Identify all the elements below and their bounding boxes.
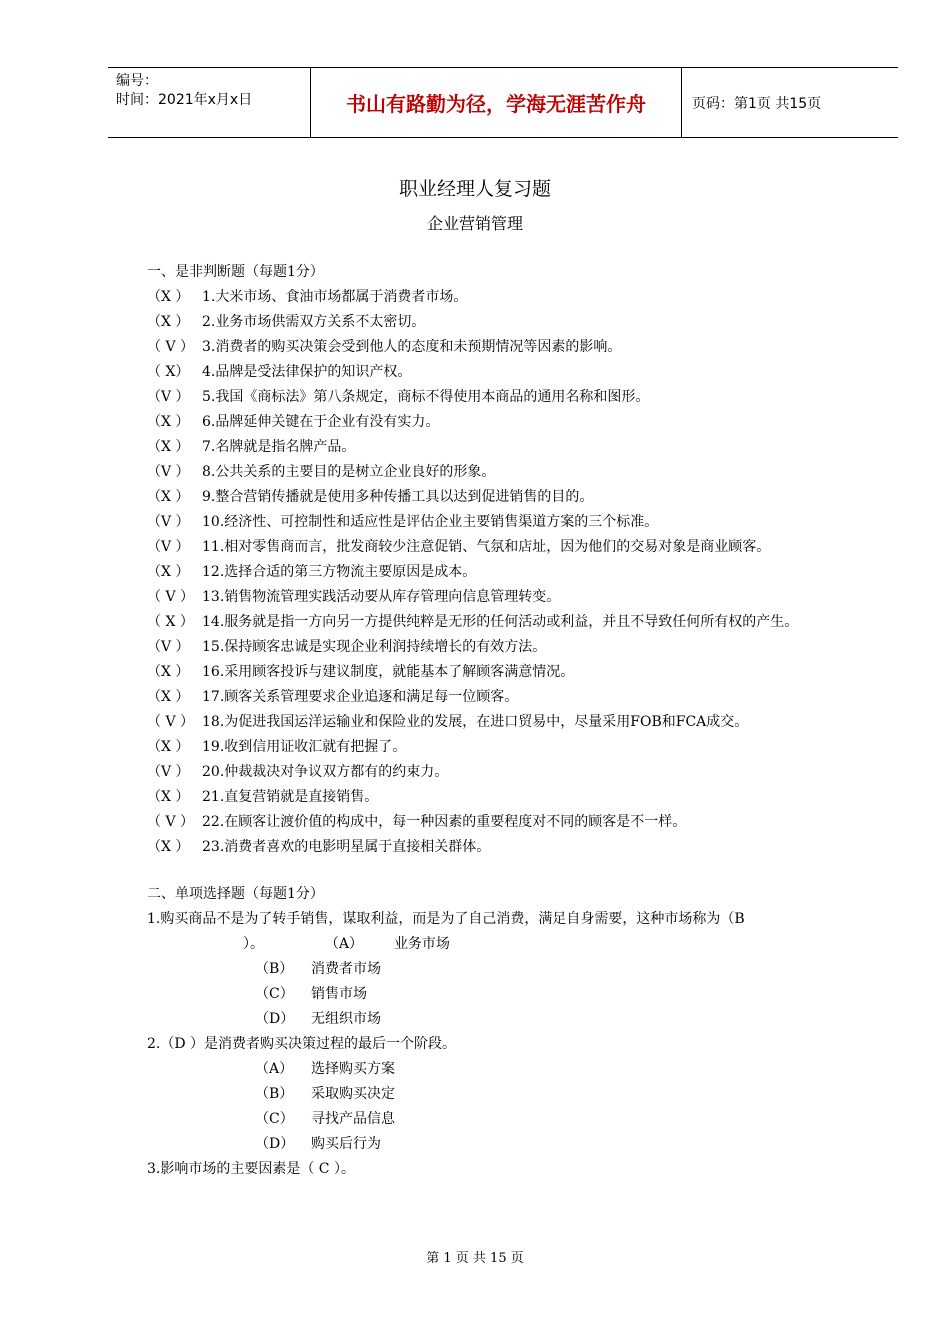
question-stem-tail: ）。 xyxy=(243,936,264,952)
judgment-item xyxy=(147,560,877,585)
answer-mark: （ V ） xyxy=(147,814,195,830)
document-body xyxy=(147,260,877,1182)
judgment-item xyxy=(147,410,877,435)
judgment-statement: 6.品牌延伸关键在于企业有没有实力。 xyxy=(202,414,440,430)
answer-mark: （X ） xyxy=(147,489,190,505)
option-text: 无组织市场 xyxy=(311,1011,381,1027)
option-item xyxy=(147,1107,877,1132)
judgment-statement: 23.消费者喜欢的电影明星属于直接相关群体。 xyxy=(202,839,491,855)
judgment-item xyxy=(147,760,877,785)
judgment-item xyxy=(147,435,877,460)
code-label: 编号： xyxy=(116,73,158,89)
judgment-statement: 17.顾客关系管理要求企业追逐和满足每一位顾客。 xyxy=(202,689,519,705)
judgment-item xyxy=(147,385,877,410)
judgment-statement: 5.我国《商标法》第八条规定，商标不得使用本商品的通用名称和图形。 xyxy=(202,389,650,405)
header-page-number: 页码：第1页 共15页 xyxy=(692,95,822,112)
judgment-item xyxy=(147,810,877,835)
judgment-item xyxy=(147,510,877,535)
option-label: （D） xyxy=(255,1011,295,1027)
answer-mark: （ V ） xyxy=(147,714,195,730)
option-text: 寻找产品信息 xyxy=(311,1111,395,1127)
time-label: 时间：2021年x月x日 xyxy=(116,92,253,108)
option-item xyxy=(147,1057,877,1082)
question-stem: 3.影响市场的主要因素是（ C ）。 xyxy=(147,1161,355,1177)
option-text: 购买后行为 xyxy=(311,1136,381,1152)
answer-mark: （X ） xyxy=(147,414,190,430)
answer-mark: （X ） xyxy=(147,664,190,680)
judgment-statement: 4.品牌是受法律保护的知识产权。 xyxy=(202,364,412,380)
option-list xyxy=(147,1057,877,1157)
judgment-item xyxy=(147,460,877,485)
judgment-statement: 9.整合营销传播就是使用多种传播工具以达到促进销售的目的。 xyxy=(202,489,594,505)
judgment-item xyxy=(147,660,877,685)
question-stem-text: 1.购买商品不是为了转手销售，谋取利益，而是为了自己消费，满足自身需要，这种市场称为（B xyxy=(147,911,745,927)
judgment-statement: 14.服务就是指一方向另一方提供纯粹是无形的任何活动或利益，并且不导致任何所有权的产生。 xyxy=(202,614,799,630)
option-list xyxy=(147,957,877,1032)
judgment-item xyxy=(147,785,877,810)
option-text: 采取购买决定 xyxy=(311,1086,395,1102)
answer-mark: （X ） xyxy=(147,564,190,580)
answer-mark: （X ） xyxy=(147,314,190,330)
answer-mark: （X ） xyxy=(147,739,190,755)
answer-mark: （X ） xyxy=(147,689,190,705)
option-label: （A） xyxy=(324,936,364,952)
judgment-item xyxy=(147,335,877,360)
question-stem: 2.（D ）是消费者购买决策过程的最后一个阶段。 xyxy=(147,1036,457,1052)
judgment-statement: 10.经济性、可控制性和适应性是评估企业主要销售渠道方案的三个标准。 xyxy=(202,514,659,530)
judgment-item xyxy=(147,285,877,310)
option-item xyxy=(147,1132,877,1157)
option-label: （B） xyxy=(255,1086,294,1102)
answer-mark: （X ） xyxy=(147,289,190,305)
answer-mark: （V ） xyxy=(147,389,190,405)
answer-mark: （V ） xyxy=(147,514,190,530)
judgment-statement: 2.业务市场供需双方关系不太密切。 xyxy=(202,314,426,330)
answer-mark: （X ） xyxy=(147,839,190,855)
judgment-item xyxy=(147,610,877,635)
option-item xyxy=(147,957,877,982)
judgment-statement: 21.直复营销就是直接销售。 xyxy=(202,789,379,805)
judgment-item xyxy=(147,485,877,510)
judgment-item xyxy=(147,685,877,710)
answer-mark: （V ） xyxy=(147,639,190,655)
answer-mark: （V ） xyxy=(147,464,190,480)
document-title: 职业经理人复习题 xyxy=(398,178,551,200)
judgment-item xyxy=(147,310,877,335)
answer-mark: （V ） xyxy=(147,764,190,780)
question-stem-continuation xyxy=(147,932,877,957)
judgment-statement: 13.销售物流管理实践活动要从库存管理向信息管理转变。 xyxy=(202,589,561,605)
answer-mark: （ X ） xyxy=(147,614,194,630)
option-label: （B） xyxy=(255,961,294,977)
judgment-item xyxy=(147,710,877,735)
option-item xyxy=(147,982,877,1007)
judgment-statement: 7.名牌就是指名牌产品。 xyxy=(202,439,356,455)
judgment-statement: 20.仲裁裁决对争议双方都有的约束力。 xyxy=(202,764,449,780)
option-text: 消费者市场 xyxy=(311,961,381,977)
option-item xyxy=(147,1082,877,1107)
answer-mark: （V ） xyxy=(147,539,190,555)
judgment-item xyxy=(147,585,877,610)
option-label: （A） xyxy=(255,1061,294,1077)
judgment-statement: 3.消费者的购买决策会受到他人的态度和未预期情况等因素的影响。 xyxy=(202,339,622,355)
choice-question-2 xyxy=(147,1032,877,1157)
judgment-statement: 18.为促进我国运洋运输业和保险业的发展，在进口贸易中，尽量采用FOB和FCA成交。 xyxy=(202,714,749,730)
document-subtitle: 企业营销管理 xyxy=(426,214,523,233)
judgment-statement: 19.收到信用证收汇就有把握了。 xyxy=(202,739,407,755)
option-label: （C） xyxy=(255,986,294,1002)
choice-question-1 xyxy=(147,907,877,1032)
answer-mark: （X ） xyxy=(147,439,190,455)
judgment-statement: 11.相对零售商而言，批发商较少注意促销、气氛和店址，因为他们的交易对象是商业顾客。 xyxy=(202,539,771,555)
choice-question-3 xyxy=(147,1157,877,1182)
answer-mark: （ V ） xyxy=(147,339,195,355)
judgment-statement: 16.采用顾客投诉与建议制度，就能基本了解顾客满意情况。 xyxy=(202,664,575,680)
answer-mark: （ V ） xyxy=(147,589,195,605)
page-footer: 第 1 页 共 15 页 xyxy=(426,1251,524,1266)
option-label: （D） xyxy=(255,1136,295,1152)
judgment-statement: 1.大米市场、食油市场都属于消费者市场。 xyxy=(202,289,468,305)
answer-mark: （ X） xyxy=(147,364,190,380)
judgment-statement: 12.选择合适的第三方物流主要原因是成本。 xyxy=(202,564,477,580)
judgment-statement: 8.公共关系的主要目的是树立企业良好的形象。 xyxy=(202,464,496,480)
question-stem xyxy=(147,907,877,932)
section-heading-choice: 二、单项选择题（每题1分） xyxy=(147,886,324,902)
section-heading-judgment: 一、是非判断题（每题1分） xyxy=(147,264,324,280)
answer-mark: （X ） xyxy=(147,789,190,805)
judgment-item xyxy=(147,735,877,760)
option-text: 业务市场 xyxy=(393,936,450,952)
header-motto: 书山有路勤为径，学海无涯苦作舟 xyxy=(310,68,682,137)
header-meta xyxy=(108,68,310,137)
judgment-item xyxy=(147,635,877,660)
page-header xyxy=(108,67,898,138)
judgment-question-list xyxy=(147,285,877,860)
option-text: 选择购买方案 xyxy=(311,1061,395,1077)
judgment-item xyxy=(147,835,877,860)
judgment-item xyxy=(147,535,877,560)
option-text: 销售市场 xyxy=(311,986,367,1002)
option-label: （C） xyxy=(255,1111,294,1127)
judgment-statement: 22.在顾客让渡价值的构成中，每一种因素的重要程度对不同的顾客是不一样。 xyxy=(202,814,687,830)
judgment-statement: 15.保持顾客忠诚是实现企业利润持续增长的有效方法。 xyxy=(202,639,547,655)
option-item xyxy=(147,1007,877,1032)
judgment-item xyxy=(147,360,877,385)
